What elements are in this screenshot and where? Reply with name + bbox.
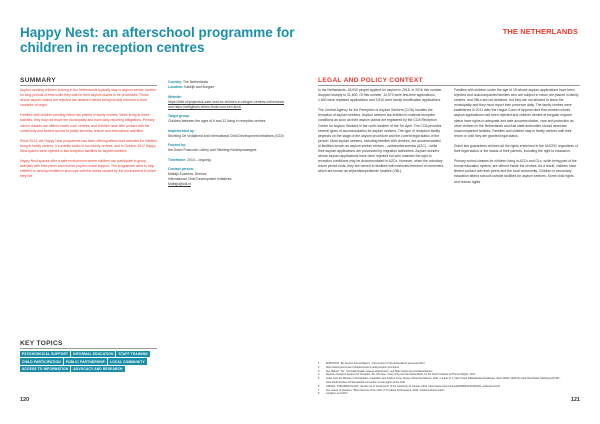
topic-tag: PUBLIC PARTNERSHIP [65,359,106,364]
footnote: 5 Letter from the Minister of Immigration, Integration and Asylum to the House of Representatives, 2011, number of 1, https://zoek.officielebekendmakingen.nl/kst-19637-1428.html and 'Rechtbank Stichting UNCRC', www.kinderrechten.nl/international-convention-on-the-rights-of-the-child [318,377,561,384]
page-number-right: 121 [570,397,580,403]
key-topics-divider [20,348,157,349]
legal-paragraph: Primary school classes for children living in AZCs and GLs, while being part of the formal education system, are offered inside the centres. As a result, children have limited contact with their peers and the local community. Children in secondary education attend schools outside facilities for asylum seekers. Some child rights and human rights [454,159,577,184]
summary-paragraph: Asylum-seeking children arriving in the Netherlands typically stay in asylum seeker centres for long periods of time while they wait for their asylum claims to be processed. Those whose asylum claims are rejected are detained before being forcibly returned to their countries of origin. [20,88,156,108]
footnote: 1 EUROSTAT, 'EU Asylum Annual Report', 'Government of the Netherlands' accessed 2017. [318,362,426,365]
topic-tag: CHILD PARTICIPATION [22,359,61,364]
implemented-label: Implemented by: [168,128,195,133]
tag-row [20,366,180,372]
website-link[interactable]: https://kifid.nl/projects/a-safe-nest-for-children-in-refugee-centres-netherlands [168,99,285,104]
summary-heading: SUMMARY [20,77,56,84]
summary-paragraph: Families with children pending return are placed in family centres. While living at these facilities, they may not leave the municipality and have daily reporting obligations. Primary school classes are offered inside such centres, and children have little contact with the community and limited access to public services, leisure and educational activities. [20,113,155,133]
summary-paragraph: Happy Nest spaces offer a safe environment where children can participate in group activities with their peers and receive psycho-social support. The programme aims to help children to develop resilience and cope with the stress caused by the environment in which they live. [20,159,157,179]
target-label: Target group: [168,114,190,118]
project-info [168,80,300,192]
funded-label: Funded by: [168,143,187,147]
website-link[interactable]: and https://veiligthuis.nl/een-thuis-voor-een-kind/ [168,104,241,109]
legal-paragraph: The Central Agency for the Reception of Asylum Seekers (COA) handles the reception of asylum seekers. Asylum seekers are entitled to material reception conditions as soon as their asylum claims are registered by the COA Reception Centre for Asylum Seekers in the north-western of the Ter Apel. The COA provides several types of accommodation for asylum seekers. The type of reception facility depends on the stage of the asylum procedure and the current legal status of the person. Most asylum seekers, including families with children, are accommodated in facilities known as asylum seeker centres – azielzoekerscentra (AZC) – while their asylum applications are processed by migration authorities. Asylum seekers whose asylum applications have been rejected but who maintain the right to reception conditions may be accommodated in AZCs. However, when the voluntary return period ends, they are moved to facilities with restricted freedom of movement which are known as vrijheidsbeperkende locaties (VBL). [318,108,444,174]
location-value: Katwijk and Burgum [184,85,215,89]
target-value: Children between the ages of 6 and 12 living in reception centres [168,119,266,123]
contact-line: Mathijs Euwema, Director, [168,172,208,176]
country-value: The Netherlands [183,80,209,84]
legal-divider [318,85,580,86]
legal-column-2 [454,88,580,190]
implemented-value: Stichting De Vrolijkheid and International Child Development Initiatives (ICDI) [168,133,284,138]
legal-heading: LEGAL AND POLICY CONTEXT [318,77,423,84]
legal-paragraph: Families with children under the age of 18 whose asylum applications have been rejected and unaccompanied families who are subject to return are placed in family centres, and VBLs are not detained, but they are not allowed to leave the municipality and they must report their presence daily. The family centres were established in 2011 after the Hague Court of Appeal ruled that children whose asylum applications had been rejected and children denied at irregular migrant status have rights to adequate and safe accommodation, care and protection as other children in the Netherlands and that state authorities should decrease unaccompanied families. Families and children stay in family centres until their return or until they are granted legal status. [454,88,579,138]
contact-info [168,167,300,187]
footnote: 3 See 'Beleid', 'NL', 'Centraal Orgaan opvang asielzoekers', see https://www.coa.nl/nl/asielzoekers [318,369,433,373]
topic-tag: LOCAL COMMUNITY [110,359,145,364]
summary-divider [20,85,157,86]
funded-value: the Dutch Postcode Lottery and Stichting Kinderpostzegels [168,148,257,152]
key-topics-heading: KEY TOPICS [20,340,63,347]
location-label: Location: [168,85,184,89]
footnote: 6 UNICEF, 'CHILDREN IN AZC', Studies up to 'Kinderrecht' of the workshop 14 January 2016, https://www.unicef.nl/media/9386481/20160126_achtergrond.pdf [318,384,500,388]
timeframe-info [168,158,300,163]
website-info [168,95,300,110]
topic-tag: STAFF TRAINING [118,352,148,357]
contact-label: Contact person: [168,167,194,171]
timeframe-value: 2014 – ongoing [187,157,211,162]
footnote: 4 Reports of asylum seekers for reception, the 'UN case', Case of Ay and the Netherlands, for the Dutch Institute for Human Rights, 2017. [318,373,476,377]
legal-paragraph: Dutch law guarantees children all the rights enshrined in the UNCRC regardless of their legal status or the status of their parents, including the right to education. [454,143,578,154]
topic-tag: ACCESS TO INFORMATION [22,366,69,371]
topic-tag: INFORMAL EDUCATION [73,352,114,357]
target-info [168,114,300,124]
implemented-info [168,129,300,139]
topic-tag: ADVOCACY AND RESEARCH [73,366,123,371]
footnote: 8 Lavrijsen et al 2017. [318,392,349,396]
contact-line: International Child Development Initiatives, [168,177,233,181]
topic-tag: PSYCHOSOCIAL SUPPORT [22,352,69,357]
key-topics [20,351,180,373]
footnote: 7 See review of practices, 'Best interests of the child', DT Institute for Research, 2016, 'Kinderrechtenmonitor'. [318,388,446,392]
legal-paragraph: In the Netherlands, 18,000 people applied for asylum in 2015. In 2016 this number dropped sharply to 31,600. Of this number, 10,570 were first-time applications, 1,640 were repeated applications and 3,810 were family reunification applications. [318,88,442,103]
country-label: Country: [168,80,183,84]
legal-column-1 [318,88,444,180]
page-title: Happy Nest: an afterschool programme for children in reception centres [20,25,295,55]
tag-row [20,358,180,364]
country-info [168,80,300,90]
summary-text [20,88,157,184]
contact-email[interactable]: Mathijs@icdi.nl [168,182,191,186]
page-number-left: 120 [20,397,30,403]
funded-info [168,143,300,153]
website-label: Website: [168,94,183,99]
tag-row [20,351,180,357]
summary-paragraph: Since 2014, the Happy Nest programme has been offering afterschool activities for children living in family centres. It currently works in two family centres, and in October 2017 Happy Nest spaces were opened in two reception facilities for asylum seekers. [20,138,157,153]
footnote: 2 https://www.government.nl/topics/asylum-policy/asylum-procedure [318,365,400,369]
footnotes [318,362,580,396]
country-tag: THE NETHERLANDS [502,27,578,36]
timeframe-label: Timeframe: [168,157,187,162]
